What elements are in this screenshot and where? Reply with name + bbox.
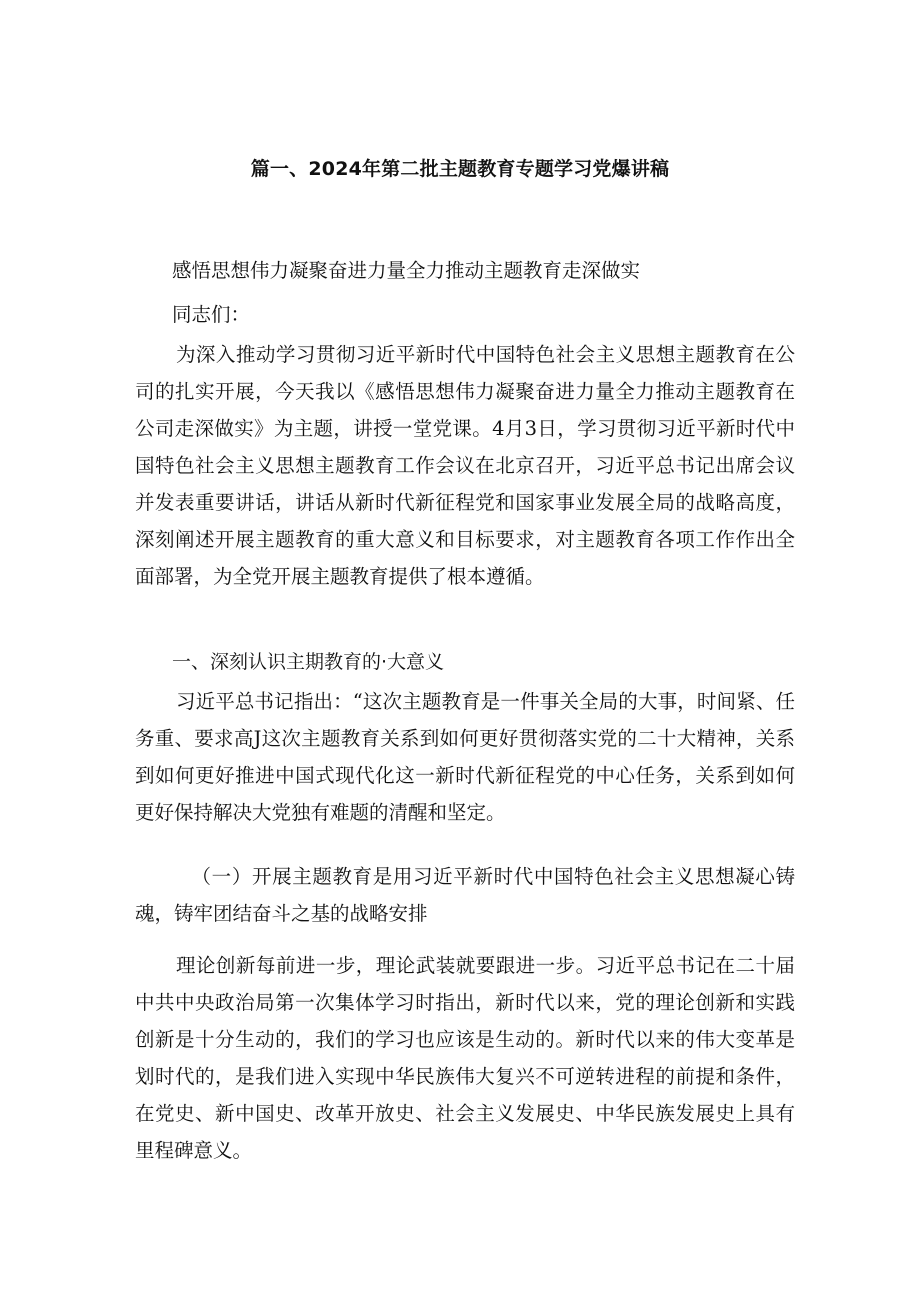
paragraph-1: 为深入推动学习贯彻习近平新时代中国特色社会主义思想主题教育在公司的扎实开展，今天我以《感悟思想伟力凝聚奋进力量全力推动主题教育在公司走深做实》为主题，讲授一堂党课。4月3日，学习贯彻习近平新时代中国特色社会主义思想主题教育工作会议在北京召开，习近平总书记出席会议并发表重要讲话，讲话从新时代新征程党和国家事业发展全局的战略高度，深刻阐述开展主题教育的重大意义和目标要求，对主题教育各项工作作出全面部署，为全党开展主题教育提供了根本遵循。 xyxy=(135,343,795,588)
salutation: 同志们： xyxy=(172,303,251,326)
paragraph-2: 习近平总书记指出：“这次主题教育是一件事关全局的大事，时间紧、任务重、要求高J这次主题教育关系到如何更好贯彻落实党的二十大精神，关系到如何更好推进中国式现代化这一新时代新征程党的中心任务，关系到如何更好保持解决大党独有难题的清醒和坚定。 xyxy=(135,690,795,824)
sub-heading-1: （一）开展主题教育是用习近平新时代中国特色社会主义思想凝心铸魂，铸牢团结奋斗之基的战略安排 xyxy=(135,865,795,925)
document-subtitle: 感悟思想伟力凝聚奋进力量全力推动主题教育走深做实 xyxy=(172,259,641,282)
paragraph-3: 理论创新每前进一步，理论武装就要跟进一步。习近平总书记在二十届中共中央政治局第一次集体学习时指出，新时代以来，党的理论创新和实践创新是十分生动的，我们的学习也应该是生动的。新时代以来的伟大变革是划时代的，是我们进入实现中华民族伟大复兴不可逆转进程的前提和条件，在党史、新中国史、改革开放史、社会主义发展史、中华民族发展史上具有里程碑意义。 xyxy=(135,954,795,1162)
document-title: 篇一、2024年第二批主题教育专题学习党爆讲稿 xyxy=(250,158,670,180)
section-heading-1: 一、深刻认识主期教育的·大意义 xyxy=(172,651,445,673)
